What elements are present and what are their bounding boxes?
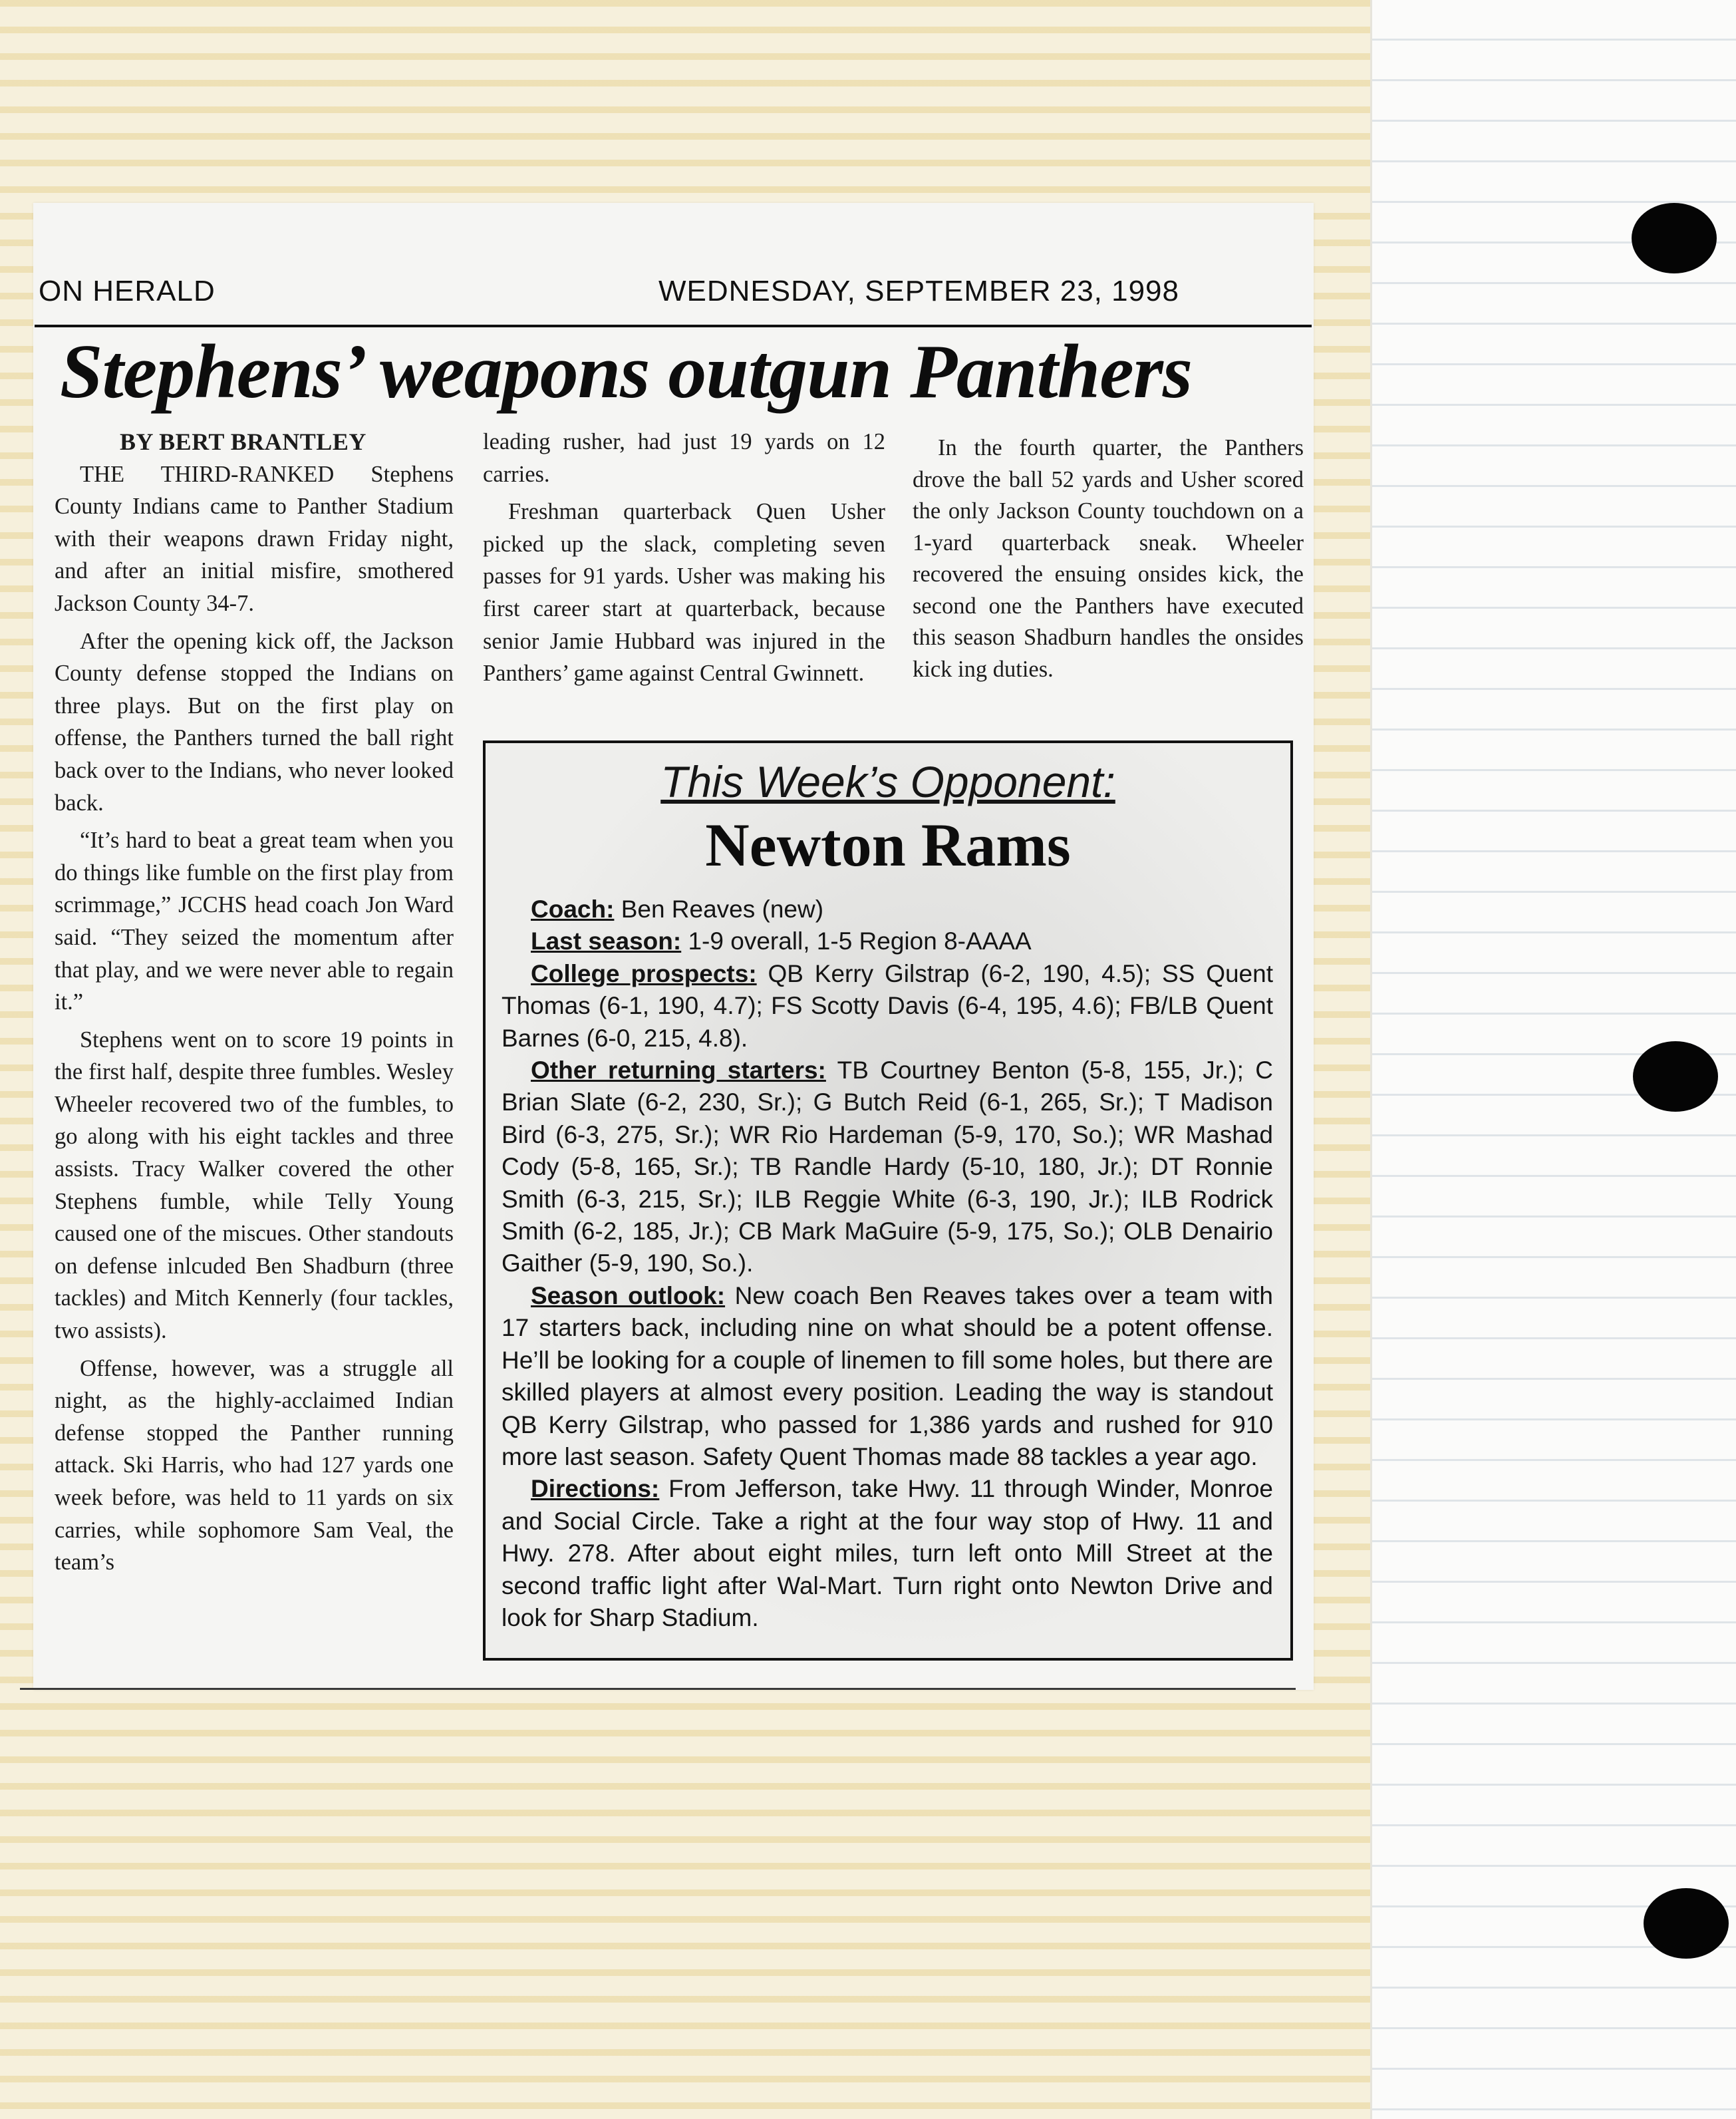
item-text: QB Kerry Gilstrap (6-2, 190, 4.5); SS Quent Thomas (6-1, 190, 4.7); FS Scotty Davis (6-4, 195, 4.6); FB/LB Quent Barnes (6-0, 215, 4.8).: [502, 959, 1273, 1052]
article-column-2: [483, 426, 885, 690]
paragraph: Stephens went on to score 19 points in the first half, despite three fumbles. Wesley Wheeler recovered two of the fumbles, to go along with his eight tackles and three assists. Tracy Walker covered the other Stephens fumble, while Telly Young caused one of the miscues. Other standouts on defense inlcuded Ben Shadburn (three tackles) and Mitch Kennerly (four tackles, two assists).: [55, 1027, 454, 1344]
byline: BY BERT BRANTLEY: [120, 428, 366, 455]
paragraph: THE THIRD-RANKED Stephens County Indians came to Panther Stadium with their weapons drawn Friday night, and after an initial misfire, smothered Jackson County 34-7.: [55, 461, 454, 616]
item-label: Last season:: [531, 927, 682, 955]
paragraph: Freshman quarterback Quen Usher picked up the slack, completing seven passes for 91 yards. Usher was making his first career start at quarterback, because senior Jamie Hubbard was injured in the Panthers’ game against Central Gwinnett.: [483, 499, 885, 687]
opponent-box: [483, 740, 1293, 1661]
item-label: Directions:: [531, 1475, 660, 1503]
item-label: Coach:: [531, 896, 615, 923]
punch-hole-bottom: [1644, 1888, 1729, 1959]
opponent-item: [502, 1055, 1273, 1280]
notebook-paper: [1370, 0, 1736, 2119]
article-column-1: [55, 426, 454, 1579]
opponent-item: [502, 925, 1273, 957]
headline: Stephens’ weapons outgun Panthers: [60, 329, 1193, 414]
item-label: Season outlook:: [531, 1281, 726, 1309]
clipping-bottom-edge: [20, 1688, 1296, 1690]
opponent-item: [502, 1280, 1273, 1473]
item-text: TB Courtney Benton (5-8, 155, Jr.); C Brian Slate (6-2, 230, Sr.); G Butch Reid (6-1, 265, Sr.); T Madison Bird (6-3, 275, Sr.); WR Rio Hardeman (5-9, 170, So.); WR Mashad Cody (5-8, 165, Sr.); TB Randle Hardy (5-10, 180, Jr.); DT Ronnie Smith (6-3, 215, Sr.); ILB Reggie White (6-3, 190, Jr.); ILB Rodrick Smith (6-2, 185, Jr.); CB Mark MaGuire (5-9, 175, So.); OLB Denairio Gaither (5-9, 190, So.).: [502, 1057, 1273, 1277]
opponent-item: [502, 958, 1273, 1055]
masthead-rule: [35, 325, 1312, 327]
item-text: From Jefferson, take Hwy. 11 through Winder, Monroe and Social Circle. Take a right at the four way stop of Hwy. 11 and Hwy. 278. After about eight miles, turn left onto Mill Street at the second traffic light after Wal-Mart. Turn right onto Newton Drive and look for Sharp Stadium.: [502, 1475, 1274, 1631]
opponent-details: [502, 894, 1273, 1634]
paragraph: After the opening kick off, the Jackson County defense stopped the Indians on three plays. But on the first play on offense, the Panthers turned the ball right back over to the Indians, who never looked back.: [55, 628, 454, 816]
opponent-item: [502, 1473, 1273, 1634]
paragraph: leading rusher, had just 19 yards on 12 carries.: [483, 429, 885, 487]
paper-name: ON HERALD: [39, 275, 216, 307]
item-label: College prospects:: [531, 959, 757, 987]
punch-hole-middle: [1633, 1041, 1718, 1112]
item-text: New coach Ben Reaves takes over a team with 17 starters back, including nine on what should be a potent offense. He’ll be looking for a couple of linemen to fill some holes, but there are skilled players at almost every position. Leading the way is standout QB Kerry Gilstrap, who passed for 1,386 yards and rushed for 910 more last season. Safety Quent Thomas made 88 tackles a year ago.: [502, 1281, 1273, 1470]
item-text: 1-9 overall, 1-5 Region 8-AAAA: [688, 927, 1032, 955]
issue-date: WEDNESDAY, SEPTEMBER 23, 1998: [658, 275, 1179, 307]
opponent-title: Newton Rams: [705, 811, 1071, 879]
opponent-kicker: This Week’s Opponent:: [660, 757, 1115, 806]
item-label: Other returning starters:: [531, 1057, 826, 1084]
paragraph: In the fourth quarter, the Panthers drove the ball 52 yards and Usher scored the only Jackson County touchdown on a 1-yard quarterback sneak. Wheeler recovered the ensuing onsides kick, the second one the Panthers have executed this season Shadburn handles the onsides kick ing duties.: [913, 435, 1304, 682]
opponent-item: [502, 894, 1273, 925]
newspaper-clipping: [33, 203, 1314, 1690]
paragraph: “It’s hard to beat a great team when you do things like fumble on the first play from scrimmage,” JCCHS head coach Jon Ward said. “They seized the momentum after that play, and we were never able to regain it.”: [55, 828, 454, 1015]
article-column-3: [913, 432, 1304, 685]
paragraph: Offense, however, was a struggle all night, as the highly-acclaimed Indian defense stopped the Panther running attack. Ski Harris, who had 127 yards one week before, was held to 11 yards on six carries, while sophomore Sam Veal, the team’s: [55, 1355, 454, 1575]
item-text: Ben Reaves (new): [621, 896, 824, 923]
punch-hole-top: [1632, 203, 1717, 273]
